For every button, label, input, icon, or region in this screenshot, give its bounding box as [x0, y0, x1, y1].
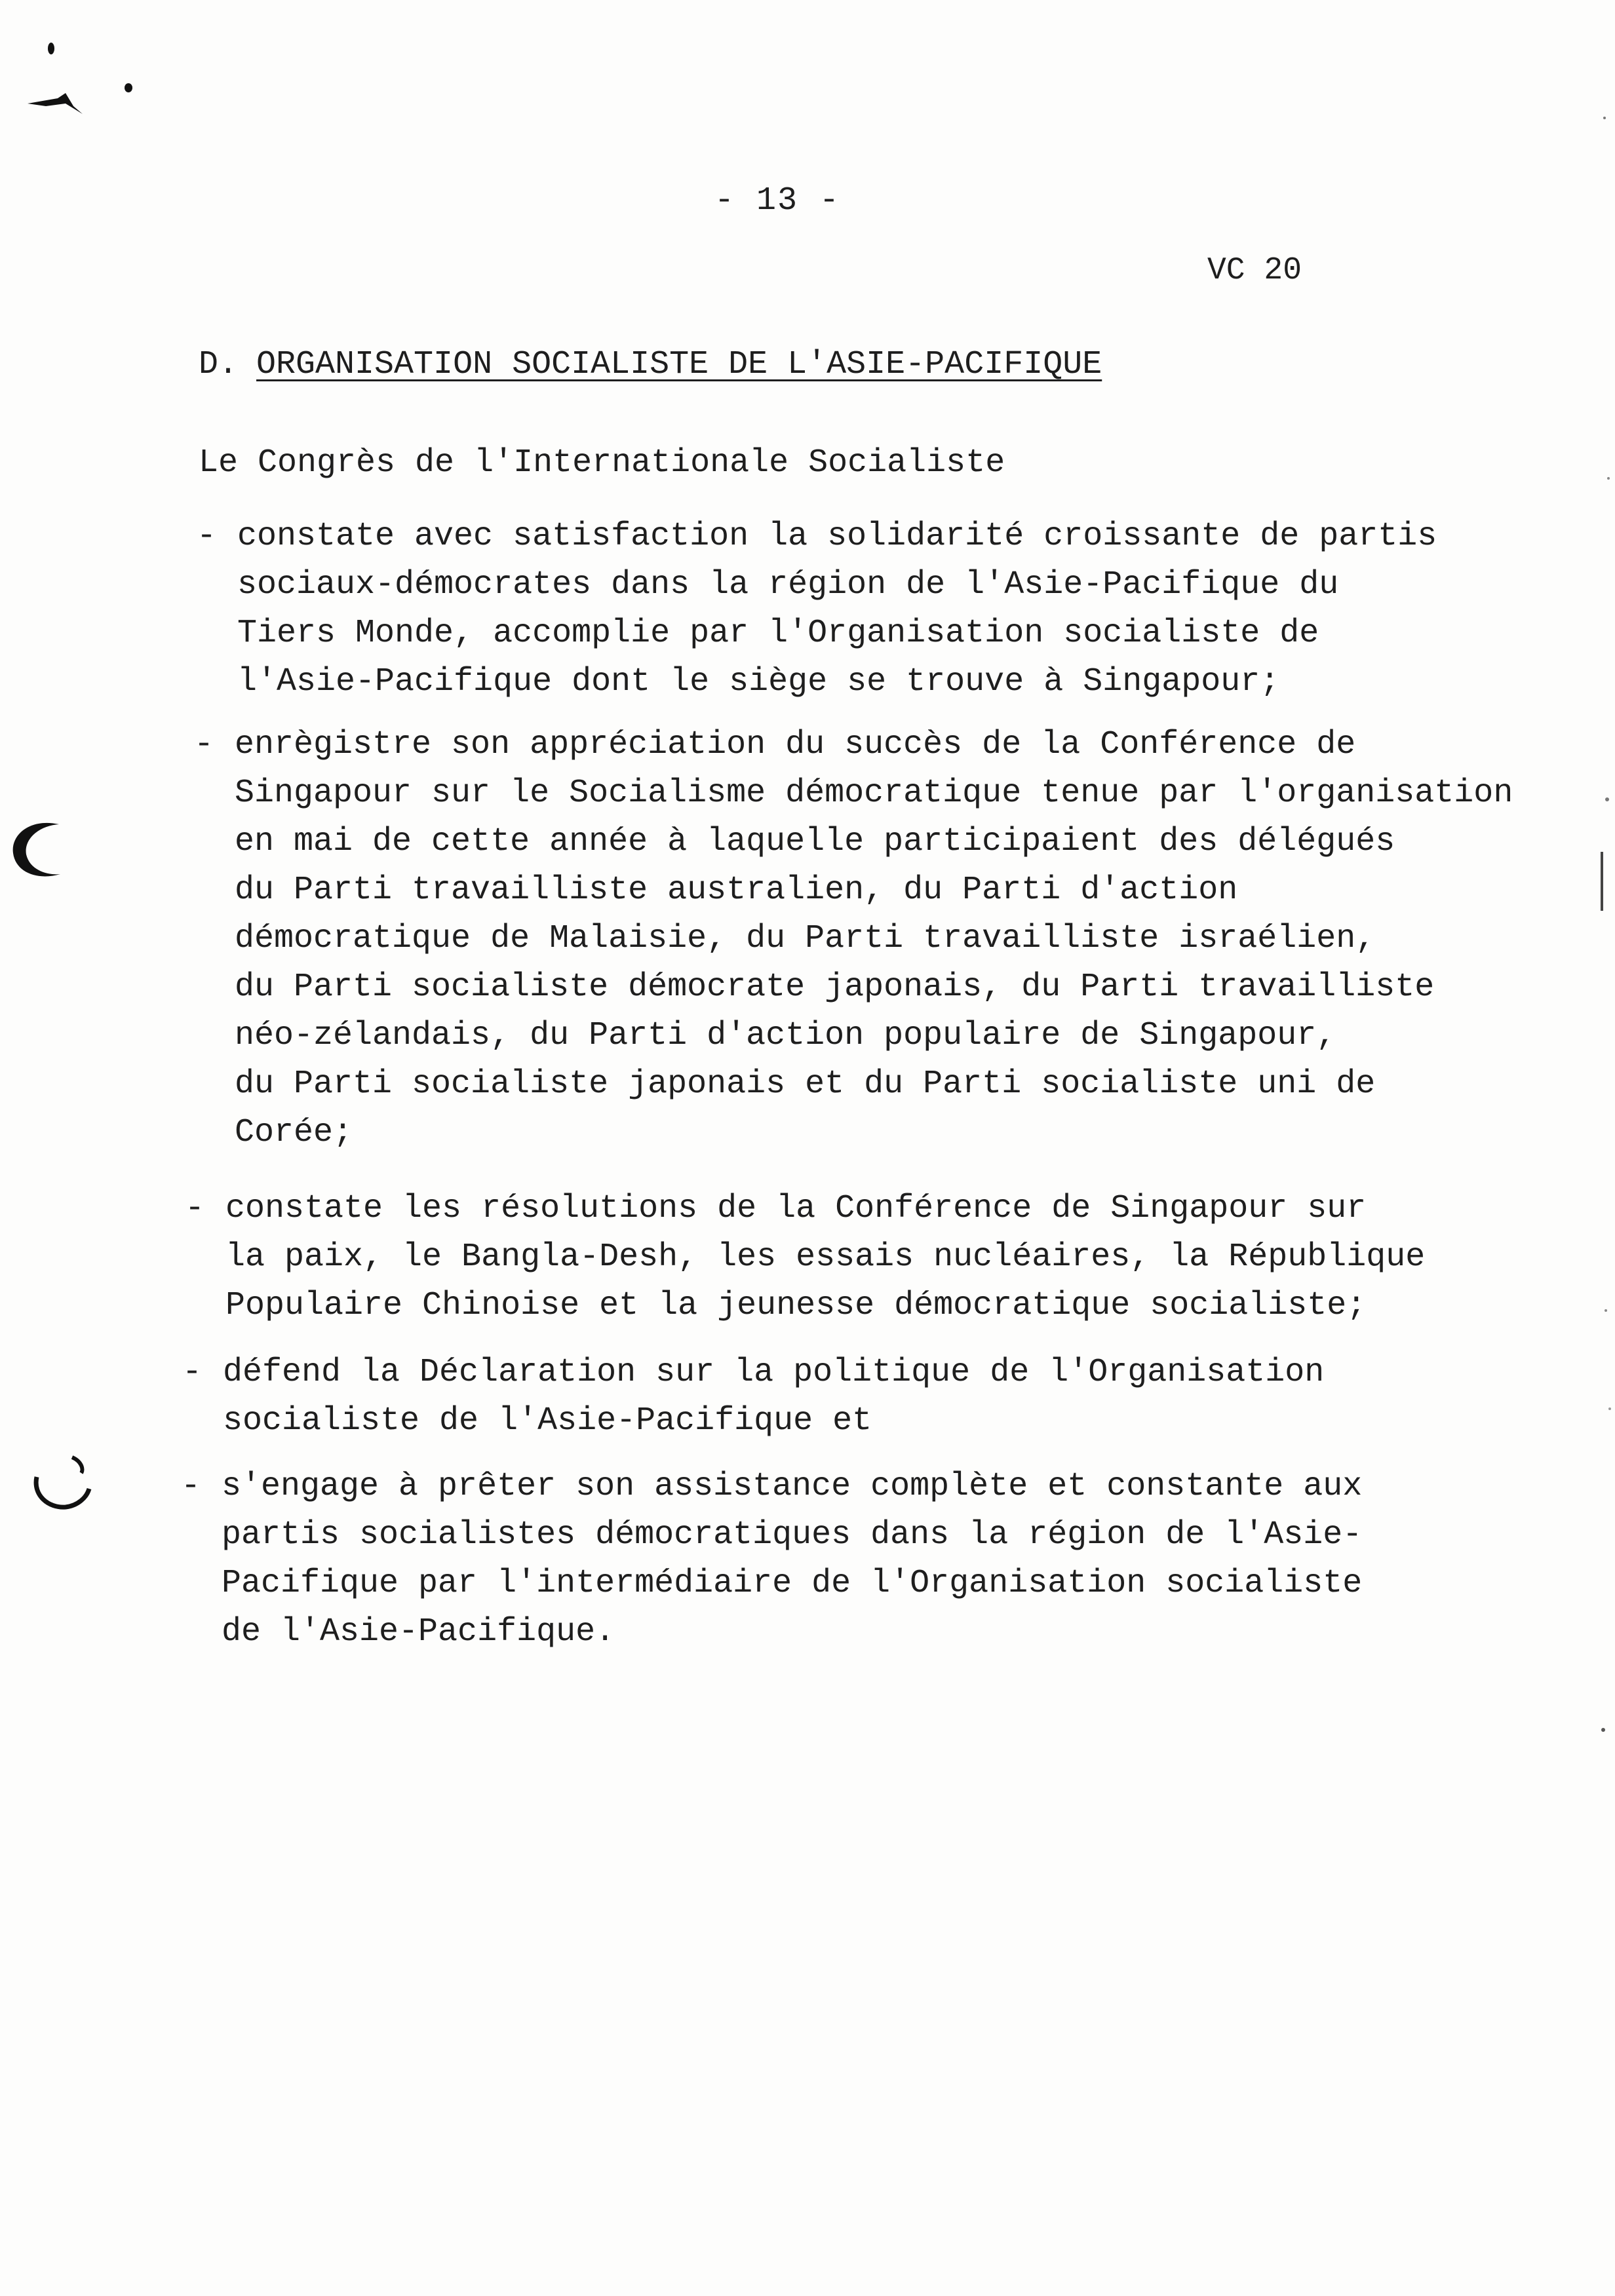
- list-item-line: du Parti socialiste démocrate japonais, du Parti travailliste: [235, 968, 1435, 1006]
- scan-corner-mark: [20, 33, 138, 138]
- list-item-line: Singapour sur le Socialisme démocratique tenue par l'organisation: [235, 775, 1513, 812]
- list-item-line: constate les résolutions de la Conférence de Singapour sur: [225, 1190, 1367, 1227]
- list-dash: -: [194, 726, 214, 763]
- list-item-line: s'engage à prêter son assistance complète et constante aux: [222, 1468, 1363, 1505]
- list-dash: -: [185, 1190, 205, 1227]
- list-item: [185, 1185, 1425, 1330]
- list-item: [197, 512, 1437, 706]
- list-item-line: constate avec satisfaction la solidarité croissante de partis: [237, 518, 1437, 555]
- document-code: VC 20: [1207, 253, 1302, 288]
- list-item-line: démocratique de Malaisie, du Parti travailliste israélien,: [235, 920, 1376, 957]
- list-item: [181, 1463, 1362, 1656]
- section-letter: D.: [199, 346, 239, 383]
- list-item-line: néo-zélandais, du Parti d'action populaire de Singapour,: [235, 1017, 1336, 1054]
- list-item-line: Populaire Chinoise et la jeunesse démocratique socialiste;: [225, 1287, 1367, 1324]
- list-item-line: socialiste de l'Asie-Pacifique et: [223, 1402, 872, 1440]
- scan-edge-specks: [1589, 0, 1615, 2296]
- list-item-line: sociaux-démocrates dans la région de l'Asie-Pacifique du: [237, 566, 1339, 603]
- list-item-line: de l'Asie-Pacifique.: [222, 1613, 615, 1651]
- list-item-line: la paix, le Bangla-Desh, les essais nucléaires, la République: [225, 1238, 1426, 1276]
- list-item-line: enrègistre son appréciation du succès de la Conférence de: [235, 726, 1356, 763]
- intro-line: Le Congrès de l'Internationale Socialiste: [199, 444, 1005, 482]
- section-heading: [199, 346, 1102, 383]
- page-number: - 13 -: [714, 182, 841, 220]
- list-item-line: l'Asie-Pacifique dont le siège se trouve à Singapour;: [237, 663, 1280, 700]
- list-item-line: Corée;: [235, 1114, 353, 1151]
- punch-hole-bottom: [29, 1449, 94, 1515]
- list-item: [194, 721, 1513, 1157]
- list-dash: -: [182, 1354, 203, 1391]
- list-dash: -: [181, 1468, 201, 1505]
- list-item-line: en mai de cette année à laquelle participaient des délégués: [235, 823, 1395, 860]
- list-item-line: partis socialistes démocratiques dans la région de l'Asie-: [222, 1516, 1363, 1554]
- list-item-line: Tiers Monde, accomplie par l'Organisation socialiste de: [237, 615, 1319, 652]
- list-item-line: Pacifique par l'intermédiaire de l'Organisation socialiste: [222, 1565, 1363, 1602]
- list-item-line: défend la Déclaration sur la politique de l'Organisation: [223, 1354, 1325, 1391]
- punch-hole-top: [4, 813, 69, 885]
- list-dash: -: [197, 518, 217, 555]
- section-title: ORGANISATION SOCIALISTE DE L'ASIE-PACIFIQUE: [256, 346, 1102, 383]
- list-item-line: du Parti travailliste australien, du Parti d'action: [235, 871, 1238, 909]
- list-item-line: du Parti socialiste japonais et du Parti socialiste uni de: [235, 1065, 1376, 1103]
- list-item: [182, 1349, 1324, 1445]
